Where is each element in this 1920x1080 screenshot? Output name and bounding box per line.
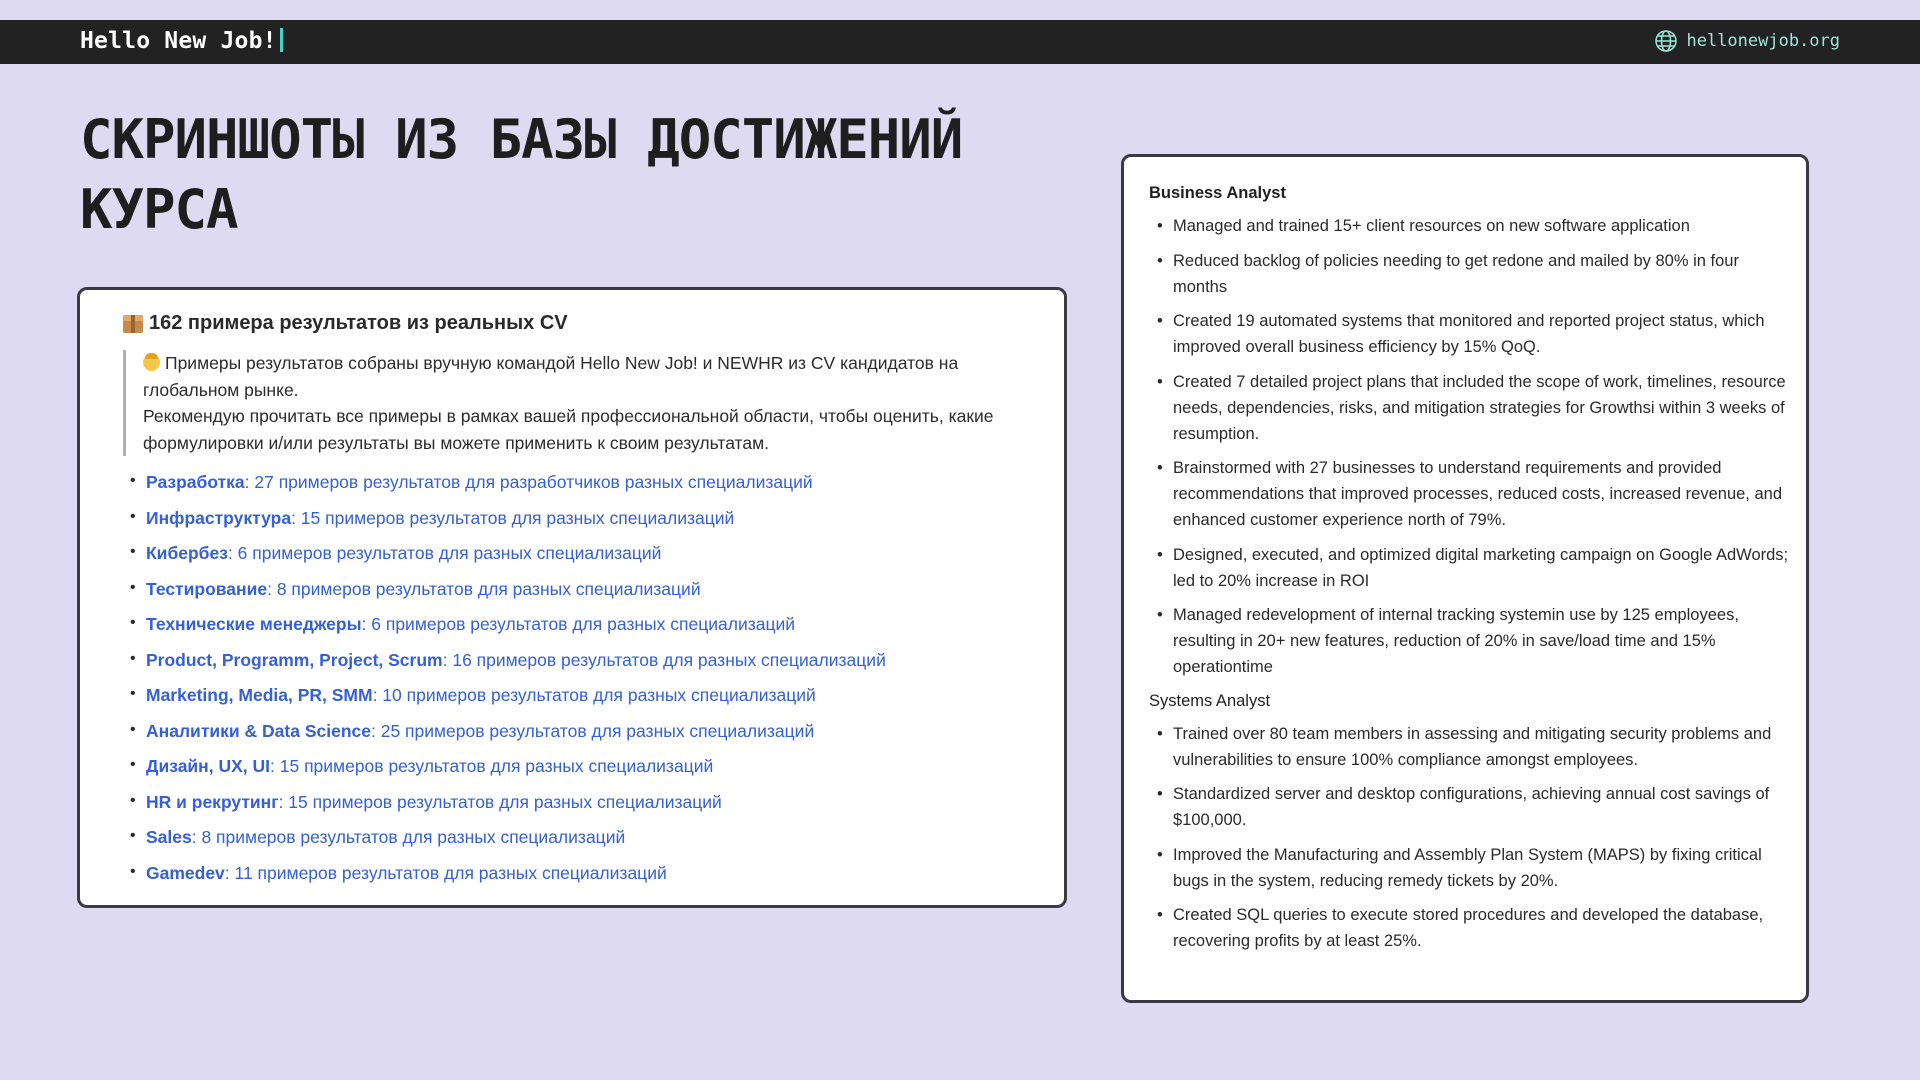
cursor-caret [280,28,283,52]
bullet: • [130,791,136,809]
category-name: Дизайн, UX, UI [146,756,271,776]
category-link[interactable] [130,543,886,579]
quote-line-2: Рекомендую прочитать все примеры в рамках вашей профессиональной области, чтобы оценить, какие формулировки и/или результаты вы можете применить к своим результатам. [143,406,994,453]
category-desc: : 8 примеров результатов для разных специализаций [267,578,701,599]
category-name: HR и рекрутинг [146,791,279,812]
info-quote [123,350,1023,456]
bullet: • [130,472,136,489]
bullet: • [130,720,136,738]
category-link[interactable] [130,650,886,686]
category-desc: : 27 примеров результатов для разработчиков разных специализаций [244,472,813,492]
category-name: Product, Programm, Project, Scrum [146,649,443,670]
list-item: • Created 19 automated systems that monitored and reported project status, which improved overall business efficiency by 15% QoQ. [1149,308,1789,360]
category-desc: : 6 примеров результатов для разных специализаций [361,614,796,634]
brand-logo[interactable] [80,28,283,54]
list-item: • Managed redevelopment of internal tracking systemin use by 125 employees, resulting in 20+ new features, reduction of 20% in save/load time and 15% operationtime [1149,602,1789,680]
category-link[interactable] [130,721,886,757]
category-link[interactable] [130,579,886,615]
bullet: • [130,543,136,560]
achievements-content [1149,181,1789,963]
quote-line-1-text: Примеры результатов собраны вручную командой Hello New Job! и NEWHR из CV кандидатов на глобальном рынке. [143,353,959,400]
category-desc: : 15 примеров результатов для разных специализаций [291,507,735,528]
bullet: • [130,614,136,631]
section-title-business-analyst: Business Analyst [1149,184,1286,202]
bullet: • [130,507,136,525]
results-card-title: 162 примера результатов из реальных CV [149,312,568,334]
category-name: Тестирование [146,578,268,599]
brand-text: Hello New Job! [80,28,277,54]
category-list [130,472,886,898]
category-desc: : 25 примеров результатов для разных специализаций [370,720,815,741]
list-item: • Brainstormed with 27 businesses to understand requirements and provided recommendations that improved processes, reduced costs, increased revenue, and enhanced customer experience north of 79%. [1149,455,1789,533]
page-title: СКРИНШОТЫ ИЗ БАЗЫ ДОСТИЖЕНИЙ КУРСА [80,108,963,241]
category-link[interactable] [130,863,886,899]
category-link[interactable] [130,792,886,828]
globe-icon [1654,29,1678,53]
quote-line-1 [143,350,1023,403]
category-desc: : 15 примеров результатов для разных специализаций [278,791,722,812]
bullet: • [130,756,136,773]
bullet: • [130,827,136,844]
results-card-header [123,312,568,335]
category-link[interactable] [130,472,886,508]
category-link[interactable] [130,756,886,792]
list-item: • Created 7 detailed project plans that included the scope of work, timelines, resource needs, dependencies, risks, and mitigation strategies for Growthsi within 3 weeks of resumption. [1149,369,1789,447]
site-url: hellonewjob.org [1686,31,1840,51]
category-name: Технические менеджеры [146,614,362,634]
category-name: Инфраструктура [146,507,292,528]
list-item: • Created SQL queries to execute stored procedures and developed the database, recovering profits by at least 25%. [1149,902,1789,954]
category-link[interactable] [130,685,886,721]
category-desc: : 11 примеров результатов для разных специализаций [224,862,667,883]
achievements-card [1121,154,1809,1003]
list-item: • Trained over 80 team members in assessing and mitigating security problems and vulnerabilities to ensure 100% compliance amongst employees. [1149,721,1789,773]
systems-analyst-list [1149,721,1789,955]
category-name: Sales [146,827,192,847]
bullet: • [130,649,136,667]
category-name: Gamedev [146,862,225,883]
category-desc: : 6 примеров результатов для разных специализаций [227,543,662,563]
results-card [77,287,1067,908]
category-name: Разработка [146,472,245,492]
category-name: Кибербез [146,543,228,563]
category-desc: : 8 примеров результатов для разных специализаций [191,827,626,847]
category-link[interactable] [130,827,886,863]
category-name: Аналитики & Data Science [146,720,371,741]
category-desc: : 15 примеров результатов для разных специализаций [270,756,714,776]
worker-icon [143,354,160,371]
top-bar [0,20,1920,64]
section-title-systems-analyst: Systems Analyst [1149,691,1271,710]
bullet: • [130,862,136,880]
category-link[interactable] [130,508,886,544]
site-link[interactable] [1654,29,1840,53]
business-analyst-list [1149,213,1789,680]
category-link[interactable] [130,614,886,650]
list-item: • Managed and trained 15+ client resources on new software application [1149,213,1789,239]
list-item: • Reduced backlog of policies needing to get redone and mailed by 80% in four months [1149,248,1789,300]
list-item: • Designed, executed, and optimized digital marketing campaign on Google AdWords; led to 20% increase in ROI [1149,542,1789,594]
category-desc: : 10 примеров результатов для разных специализаций [372,685,816,705]
package-icon [123,315,143,333]
list-item: • Improved the Manufacturing and Assembly Plan System (MAPS) by fixing critical bugs in the system, reducing remedy tickets by 20%. [1149,842,1789,894]
bullet: • [130,685,136,702]
category-desc: : 16 примеров результатов для разных специализаций [442,649,886,670]
bullet: • [130,578,136,596]
category-name: Marketing, Media, PR, SMM [146,685,373,705]
list-item: • Standardized server and desktop configurations, achieving annual cost savings of $100,000. [1149,781,1789,833]
